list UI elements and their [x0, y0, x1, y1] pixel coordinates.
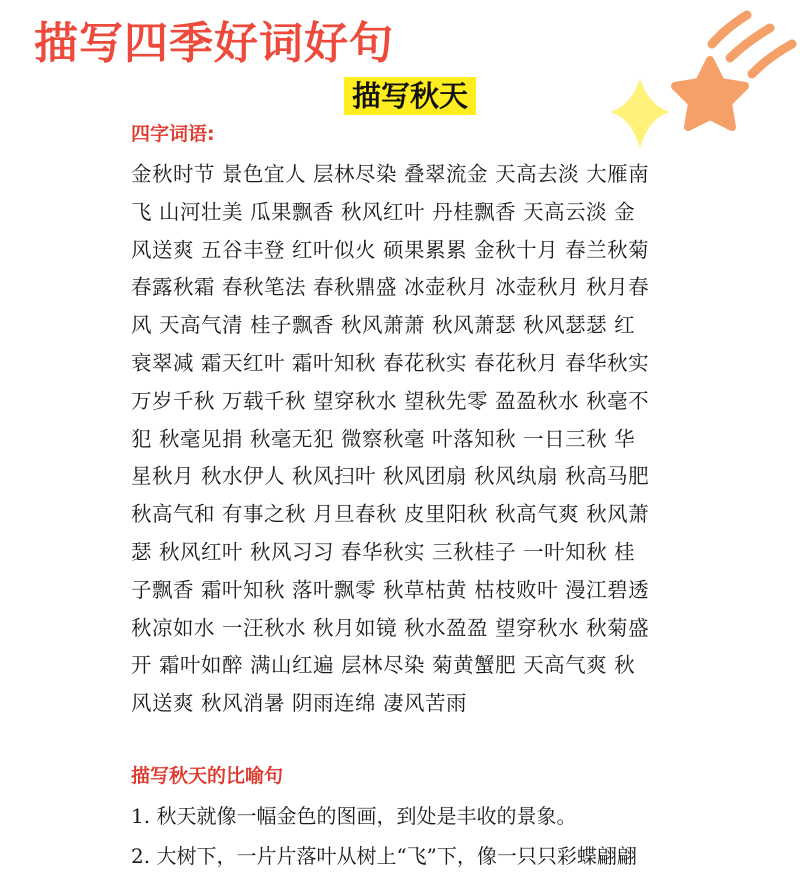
simile-list	[131, 796, 731, 876]
word-line: 子飘香 霜叶知秋 落叶飘零 秋草枯黄 枯枝败叶 漫江碧透	[131, 577, 650, 602]
word-line: 风送爽 五谷丰登 红叶似火 硕果累累 金秋十月 春兰秋菊	[131, 237, 650, 262]
decoration-stars	[600, 10, 800, 180]
simile-item: 2. 大树下，一片片落叶从树上“飞”下，像一只只彩蝶翩翩	[131, 844, 637, 868]
word-line: 开 霜叶如醉 满山红遍 层林尽染 菊黄蟹肥 天高气爽 秋	[131, 653, 636, 678]
word-line: 风 天高气清 桂子飘香 秋风萧萧 秋风萧瑟 秋风瑟瑟 红	[131, 313, 636, 338]
simile-heading: 描写秋天的比喻句	[131, 765, 284, 787]
word-line: 秋高气和 有事之秋 月旦春秋 皮里阳秋 秋高气爽 秋风萧	[131, 502, 650, 527]
word-line: 风送爽 秋风消暑 阴雨连绵 凄风苦雨	[131, 691, 468, 716]
shooting-star-icon	[675, 15, 792, 127]
simile-item: 1. 秋天就像一幅金色的图画，到处是丰收的景象。	[131, 804, 577, 828]
word-line: 秋凉如水 一汪秋水 秋月如镜 秋水盈盈 望穿秋水 秋菊盛	[131, 615, 650, 640]
word-line: 星秋月 秋水伊人 秋风扫叶 秋风团扇 秋风纨扇 秋高马肥	[131, 464, 650, 489]
word-line: 金秋时节 景色宜人 层林尽染 叠翠流金 天高去淡 大雁南	[131, 162, 650, 186]
words-heading: 四字词语:	[131, 123, 215, 145]
word-line: 春露秋霜 春秋笔法 春秋鼎盛 冰壶秋月 冰壶秋月 秋月春	[131, 275, 650, 300]
word-line: 瑟 秋风红叶 秋风习习 春华秋实 三秋桂子 一叶知秋 桂	[131, 539, 636, 564]
word-line: 衰翠减 霜天红叶 霜叶知秋 春花秋实 春花秋月 春华秋实	[131, 350, 650, 375]
word-list	[131, 156, 711, 723]
sparkle-icon	[610, 78, 670, 148]
subtitle-highlight: 描写秋天	[344, 77, 476, 115]
word-line: 飞 山河壮美 瓜果飘香 秋风红叶 丹桂飘香 天高云淡 金	[131, 199, 636, 224]
word-line: 万岁千秋 万载千秋 望穿秋水 望秋先零 盈盈秋水 秋毫不	[131, 388, 650, 413]
word-line: 犯 秋毫见捐 秋毫无犯 微察秋毫 叶落知秋 一日三秋 华	[131, 426, 636, 451]
page-title: 描写四季好词好句	[34, 18, 394, 69]
